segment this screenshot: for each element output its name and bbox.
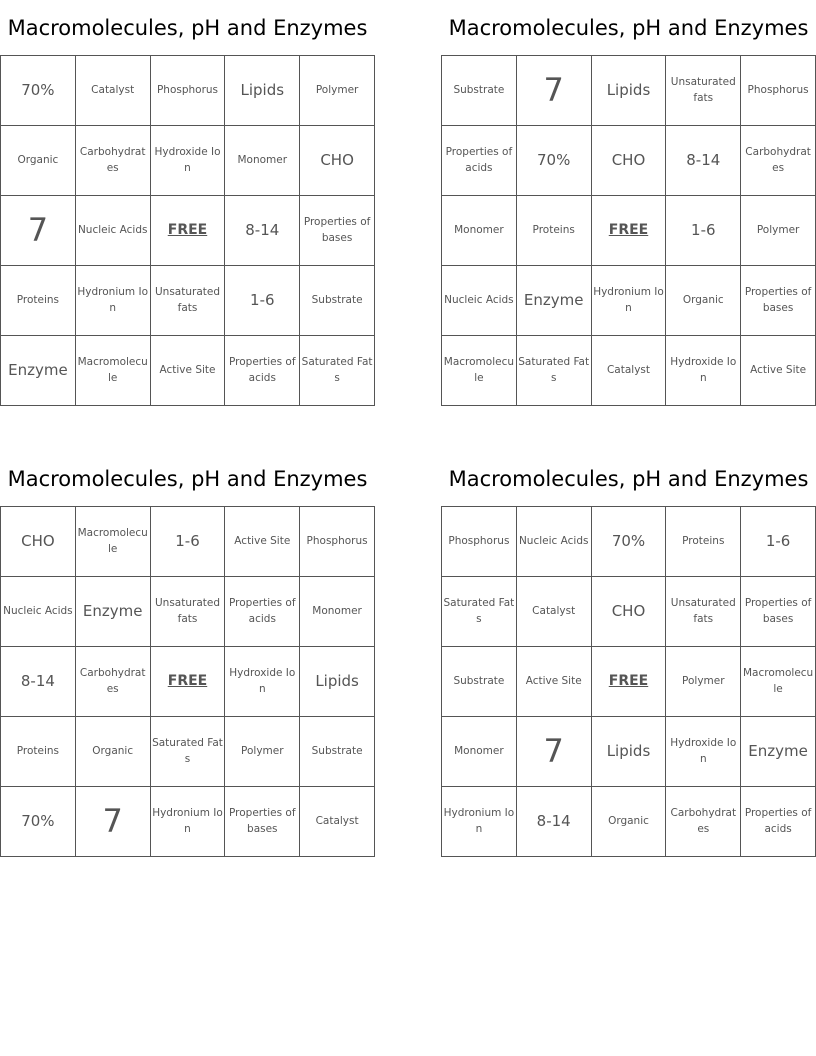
bingo-cell: 7 bbox=[1, 196, 76, 266]
bingo-cell: Carbohydrates bbox=[76, 126, 151, 196]
bingo-cell: Carbohydrates bbox=[666, 787, 741, 857]
bingo-cell: Enzyme bbox=[1, 336, 76, 406]
bingo-cell: Phosphorus bbox=[442, 507, 517, 577]
bingo-cell: 8-14 bbox=[666, 126, 741, 196]
bingo-cell: 7 bbox=[517, 56, 592, 126]
bingo-cell: Lipids bbox=[225, 56, 300, 126]
bingo-cell: Hydronium Ion bbox=[592, 266, 667, 336]
bingo-cell: Monomer bbox=[300, 577, 375, 647]
bingo-cell: Properties of bases bbox=[741, 266, 816, 336]
bingo-cell: Active Site bbox=[741, 336, 816, 406]
bingo-cell: Enzyme bbox=[741, 717, 816, 787]
bingo-cell: Unsaturated fats bbox=[151, 577, 226, 647]
bingo-cell: Substrate bbox=[300, 266, 375, 336]
bingo-cell: Phosphorus bbox=[741, 56, 816, 126]
bingo-cell: Lipids bbox=[300, 647, 375, 717]
bingo-cell: Carbohydrates bbox=[76, 647, 151, 717]
bingo-cell: Polymer bbox=[300, 56, 375, 126]
bingo-cell: Active Site bbox=[517, 647, 592, 717]
bingo-cell: Hydroxide Ion bbox=[666, 717, 741, 787]
bingo-cell: Saturated Fats bbox=[517, 336, 592, 406]
card-title: Macromolecules, pH and Enzymes bbox=[448, 16, 809, 40]
bingo-cell: 7 bbox=[517, 717, 592, 787]
bingo-cell: CHO bbox=[1, 507, 76, 577]
bingo-grid bbox=[0, 55, 375, 406]
bingo-cell: Organic bbox=[592, 787, 667, 857]
bingo-cell: Active Site bbox=[151, 336, 226, 406]
bingo-cell: 8-14 bbox=[225, 196, 300, 266]
bingo-cell: Saturated Fats bbox=[151, 717, 226, 787]
bingo-card-2 bbox=[441, 0, 816, 406]
bingo-cell: CHO bbox=[592, 577, 667, 647]
bingo-cell: Polymer bbox=[225, 717, 300, 787]
bingo-cell: Nucleic Acids bbox=[442, 266, 517, 336]
bingo-card-4 bbox=[441, 451, 816, 857]
bingo-cell: Macromolecule bbox=[76, 336, 151, 406]
bingo-cell: 7 bbox=[76, 787, 151, 857]
bingo-cell: Monomer bbox=[442, 717, 517, 787]
bingo-cell: Proteins bbox=[517, 196, 592, 266]
bingo-cell: Active Site bbox=[225, 507, 300, 577]
bingo-cell: Lipids bbox=[592, 717, 667, 787]
bingo-cell: Catalyst bbox=[517, 577, 592, 647]
bingo-cell: Organic bbox=[666, 266, 741, 336]
bingo-grid bbox=[441, 506, 816, 857]
bingo-cell: 1-6 bbox=[741, 507, 816, 577]
bingo-cell: Unsaturated fats bbox=[666, 56, 741, 126]
bingo-cell: 1-6 bbox=[666, 196, 741, 266]
bingo-cell: 8-14 bbox=[1, 647, 76, 717]
bingo-cell: Properties of bases bbox=[741, 577, 816, 647]
bingo-cell: Enzyme bbox=[517, 266, 592, 336]
bingo-grid bbox=[441, 55, 816, 406]
bingo-cell: Hydroxide Ion bbox=[225, 647, 300, 717]
free-space-cell: FREE bbox=[151, 196, 226, 266]
bingo-cell: Substrate bbox=[442, 56, 517, 126]
bingo-cell: Lipids bbox=[592, 56, 667, 126]
bingo-cell: Phosphorus bbox=[300, 507, 375, 577]
bingo-cell: Properties of acids bbox=[741, 787, 816, 857]
bingo-cell: Organic bbox=[1, 126, 76, 196]
bingo-cell: 70% bbox=[1, 56, 76, 126]
bingo-cell: CHO bbox=[300, 126, 375, 196]
bingo-cell: Macromolecule bbox=[76, 507, 151, 577]
free-space-cell: FREE bbox=[592, 647, 667, 717]
bingo-cell: Catalyst bbox=[592, 336, 667, 406]
bingo-cell: Substrate bbox=[300, 717, 375, 787]
bingo-card-1 bbox=[0, 0, 375, 406]
bingo-cell: Saturated Fats bbox=[300, 336, 375, 406]
bingo-cell: Proteins bbox=[1, 717, 76, 787]
card-title: Macromolecules, pH and Enzymes bbox=[7, 16, 368, 40]
card-title: Macromolecules, pH and Enzymes bbox=[448, 467, 809, 491]
card-title: Macromolecules, pH and Enzymes bbox=[7, 467, 368, 491]
bingo-cell: CHO bbox=[592, 126, 667, 196]
bingo-cell: 70% bbox=[1, 787, 76, 857]
free-space-cell: FREE bbox=[592, 196, 667, 266]
bingo-cell: Catalyst bbox=[300, 787, 375, 857]
bingo-cell: Monomer bbox=[225, 126, 300, 196]
bingo-cell: 70% bbox=[592, 507, 667, 577]
bingo-cell: Saturated Fats bbox=[442, 577, 517, 647]
bingo-cell: Polymer bbox=[741, 196, 816, 266]
bingo-cell: 70% bbox=[517, 126, 592, 196]
bingo-cell: Properties of bases bbox=[300, 196, 375, 266]
bingo-cell: Properties of acids bbox=[225, 577, 300, 647]
bingo-grid bbox=[0, 506, 375, 857]
bingo-cell: Catalyst bbox=[76, 56, 151, 126]
bingo-cell: Phosphorus bbox=[151, 56, 226, 126]
bingo-cell: 1-6 bbox=[151, 507, 226, 577]
bingo-cell: Substrate bbox=[442, 647, 517, 717]
bingo-cell: Properties of bases bbox=[225, 787, 300, 857]
bingo-cell: Hydroxide Ion bbox=[666, 336, 741, 406]
bingo-card-3 bbox=[0, 451, 375, 857]
bingo-cell: Nucleic Acids bbox=[517, 507, 592, 577]
bingo-cell: Nucleic Acids bbox=[1, 577, 76, 647]
bingo-cell: Unsaturated fats bbox=[151, 266, 226, 336]
bingo-cell: Hydronium Ion bbox=[76, 266, 151, 336]
bingo-cell: Polymer bbox=[666, 647, 741, 717]
bingo-cell: Unsaturated fats bbox=[666, 577, 741, 647]
bingo-cell: Hydroxide Ion bbox=[151, 126, 226, 196]
free-space-cell: FREE bbox=[151, 647, 226, 717]
bingo-cell: Hydronium Ion bbox=[151, 787, 226, 857]
bingo-cell: Hydronium Ion bbox=[442, 787, 517, 857]
bingo-cell: Properties of acids bbox=[442, 126, 517, 196]
bingo-cell: Carbohydrates bbox=[741, 126, 816, 196]
bingo-cell: Macromolecule bbox=[442, 336, 517, 406]
bingo-cell: 1-6 bbox=[225, 266, 300, 336]
bingo-cell: Enzyme bbox=[76, 577, 151, 647]
bingo-cell: Properties of acids bbox=[225, 336, 300, 406]
bingo-cell: Proteins bbox=[1, 266, 76, 336]
bingo-cell: Organic bbox=[76, 717, 151, 787]
bingo-cell: Macromolecule bbox=[741, 647, 816, 717]
bingo-cell: 8-14 bbox=[517, 787, 592, 857]
bingo-cell: Monomer bbox=[442, 196, 517, 266]
bingo-cell: Nucleic Acids bbox=[76, 196, 151, 266]
bingo-cell: Proteins bbox=[666, 507, 741, 577]
